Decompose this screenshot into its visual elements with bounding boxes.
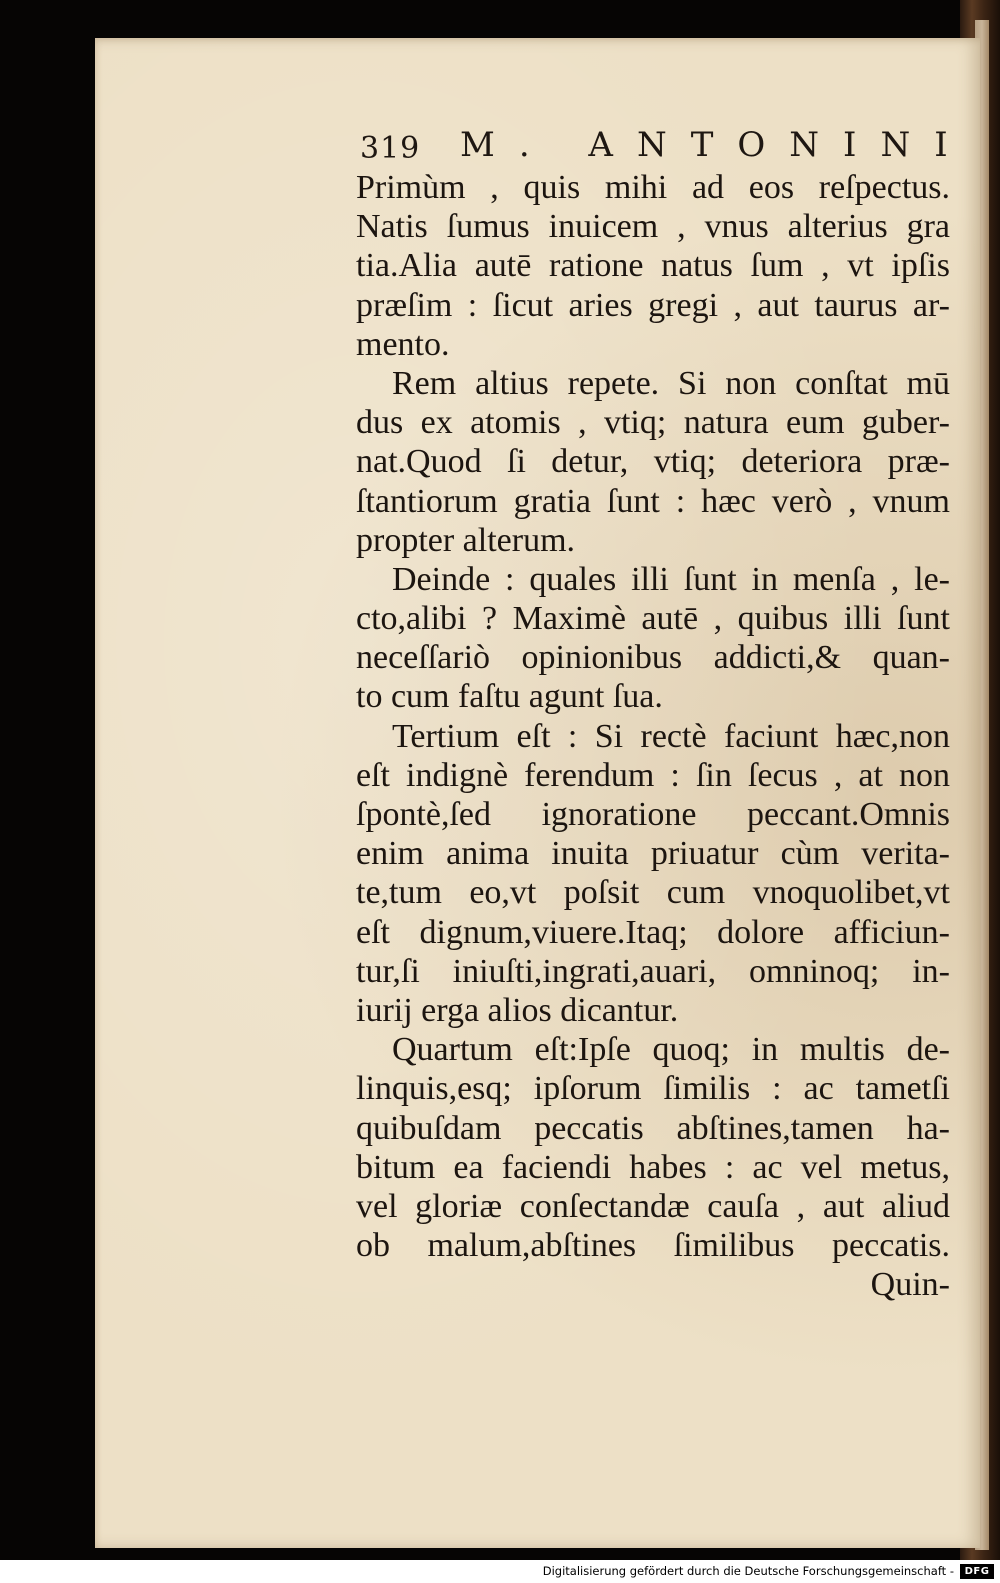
digitization-footer <box>0 1560 1000 1583</box>
text-line: nat.Quod ſi detur, vtiq; deteriora præ- <box>356 443 950 481</box>
body-text <box>356 168 950 1304</box>
text-line: tia.Alia autē ratione natus ſum , vt ipſis <box>356 247 950 285</box>
text-line: to cum faſtu agunt ſua. <box>356 678 663 716</box>
text-line: cto,alibi ? Maximè autē , quibus illi ſunt <box>356 600 950 638</box>
text-line: enim anima inuita priuatur cùm verita- <box>356 835 950 873</box>
text-line: præſim : ſicut aries gregi , aut taurus ar- <box>356 286 950 324</box>
text-line: ſpontè,ſed ignoratione peccant.Omnis <box>356 796 950 833</box>
dfg-logo: DFG <box>960 1564 994 1579</box>
text-line: dus ex atomis , vtiq; natura eum guber- <box>356 404 950 442</box>
text-line: Tertium eſt : Si rectè faciunt hæc,non <box>392 717 950 755</box>
text-line: eſt dignum,viuere.Itaq; dolore afficiun- <box>356 913 950 951</box>
text-line: quibuſdam peccatis abſtines,tamen ha- <box>356 1109 950 1147</box>
text-line: iurij erga alios dicantur. <box>356 991 679 1029</box>
text-line: Quartum eſt:Ipſe quoq; in multis de- <box>392 1031 950 1069</box>
text-line: Primùm , quis mihi ad eos reſpectus. <box>356 169 950 206</box>
text-line: vel gloriæ conſectandæ cauſa , aut aliud <box>356 1187 950 1225</box>
text-line: Rem altius repete. Si non conſtat mū <box>392 364 950 402</box>
page-number: 319 <box>360 131 421 166</box>
text-line: Natis ſumus inuicem , vnus alterius gra <box>356 208 950 246</box>
text-line: neceſſariò opinionibus addicti,& quan- <box>356 639 950 677</box>
text-line: propter alterum. <box>356 521 576 559</box>
text-line: bitum ea faciendi habes : ac vel metus, <box>356 1148 950 1186</box>
text-line: ob malum,abſtines ſimilibus peccatis. <box>356 1227 950 1265</box>
text-line: ſtantiorum gratia ſunt : hæc verò , vnum <box>356 482 950 520</box>
running-title: M. ANTONINI <box>460 125 972 165</box>
text-line: mento. <box>356 325 450 363</box>
text-line: tur,ſi iniuſti,ingrati,auari, omninoq; in- <box>356 952 950 990</box>
funding-note: Digitalisierung gefördert durch die Deutsche Forschungsgemeinschaft - <box>542 1564 954 1578</box>
text-line: linquis,esq; ipſorum ſimilis : ac tametſi <box>356 1070 950 1108</box>
catchword: Quin- <box>870 1266 950 1304</box>
text-line: Deinde : quales illi ſunt in menſa , le- <box>392 560 950 598</box>
text-line: te,tum eo,vt poſsit cum vnoquolibet,vt <box>356 874 950 912</box>
text-line: eſt indignè ferendum : ſin ſecus , at non <box>356 756 950 794</box>
